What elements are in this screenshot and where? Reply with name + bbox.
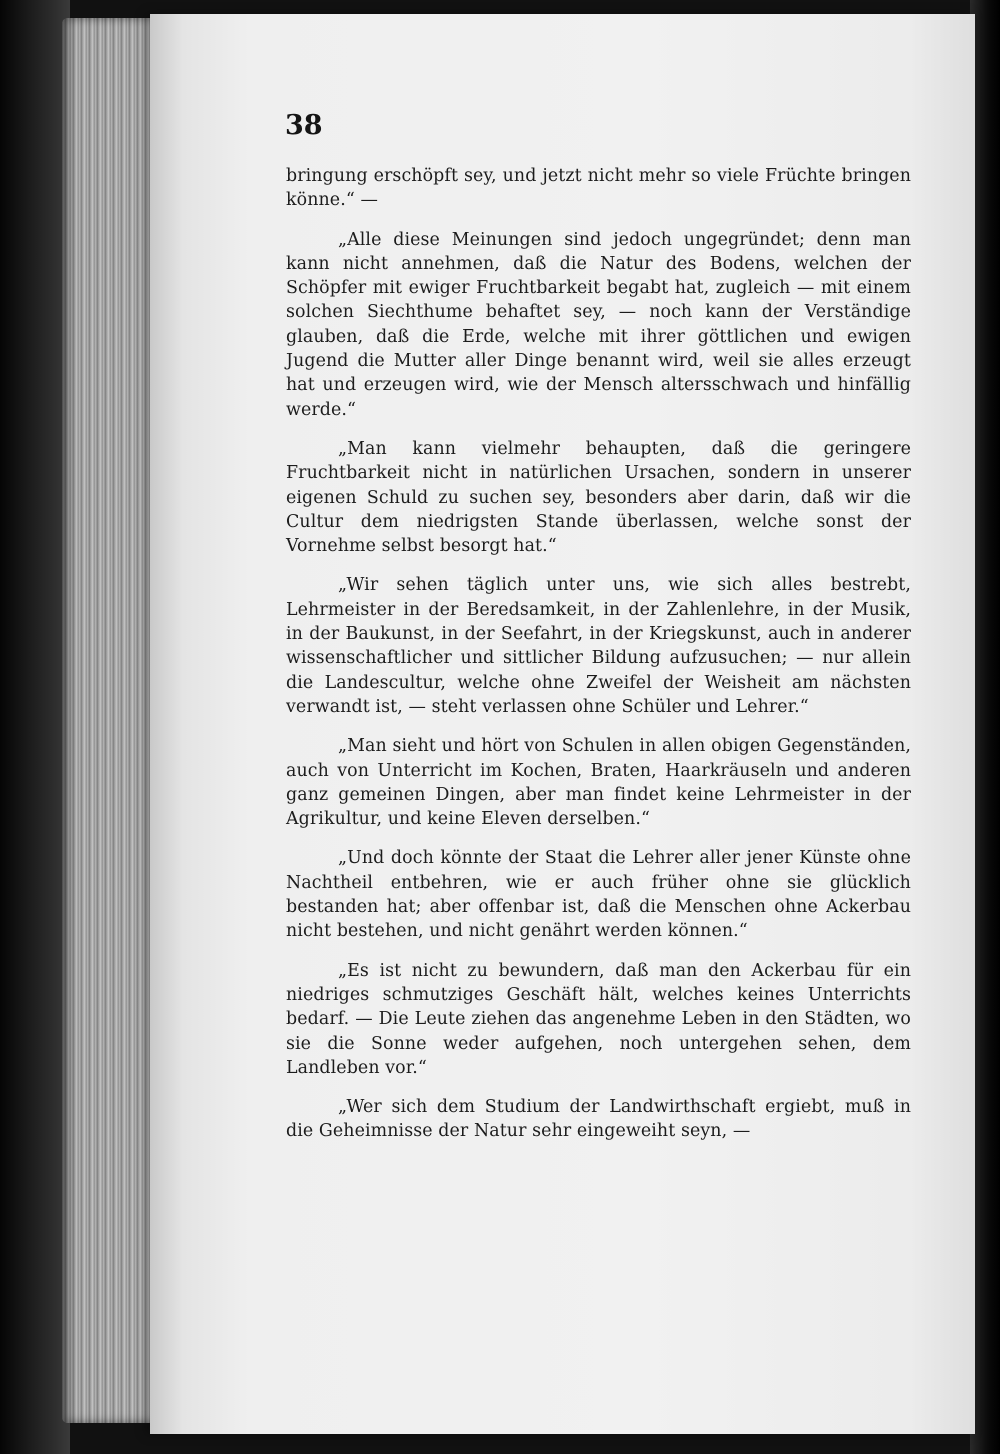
page-number: 38 xyxy=(285,110,323,141)
paragraph: „Man sieht und hört von Schulen in allen obigen Gegenständen, auch von Unterricht im Kochen, Braten, Haarkräuseln und anderen ganz gemeinen Dingen, aber man findet keine Lehrmeister in der Agrikultur, und keine Eleven derselben.“ xyxy=(286,736,911,830)
paragraph: „Es ist nicht zu bewundern, daß man den Ackerbau für ein niedriges schmutziges Geschäft hält, welches keines Unterrichts bedarf. — Die Leute ziehen das angenehme Leben in den Städten, wo sie die Sonne weder aufgehen, noch untergehen sehen, dem Landleben vor.“ xyxy=(286,960,911,1078)
paragraph: „Und doch könnte der Staat die Lehrer aller jener Künste ohne Nachtheil entbehren, wie er auch früher ohne sie glücklich bestanden hat; aber offenbar ist, daß die Menschen ohne Ackerbau nicht bestehen, und nicht genährt werden können.“ xyxy=(286,848,911,942)
paragraph: „Man kann vielmehr behaupten, daß die geringere Fruchtbarkeit nicht in natürlichen Ursachen, sondern in unserer eigenen Schuld zu suchen sey, besonders aber darin, daß wir die Cultur dem niedrigsten Stande überlassen, welche sonst der Vornehme selbst besorgt hat.“ xyxy=(286,438,911,557)
paragraph: „Wer sich dem Studium der Landwirthschaft ergiebt, muß in die Geheimnisse der Natur sehr eingeweiht seyn, — xyxy=(286,1097,911,1142)
paragraph: bringung erschöpft sey, und jetzt nicht mehr so viele Früchte bringen könne.“ — xyxy=(286,166,911,211)
book-page xyxy=(150,14,975,1434)
body-text xyxy=(286,164,911,1144)
paragraph: „Wir sehen täglich unter uns, wie sich alles bestrebt, Lehrmeister in der Beredsamkeit, in der Zahlenlehre, in der Musik, in der Baukunst, in der Seefahrt, in der Kriegskunst, auch in anderer wissenschaftlicher und sittlicher Bildung aufzusuchen; — nur allein die Landescultur, welche ohne Zweifel der Weisheit am nächsten verwandt ist, — steht verlassen ohne Schüler und Lehrer.“ xyxy=(286,575,911,717)
book-binding xyxy=(0,0,70,1454)
paragraph: „Alle diese Meinungen sind jedoch ungegründet; denn man kann nicht annehmen, daß die Natur des Bodens, welchen der Schöpfer mit ewiger Fruchtbarkeit begabt hat, zugleich — mit einem solchen Siechthume behaftet sey, — noch kann der Verständige glauben, daß die Erde, welche mit ihrer göttlichen und ewigen Jugend die Mutter aller Dinge benannt wird, weil sie alles erzeugt hat und erzeugen wird, wie der Mensch altersschwach und hinfällig werde.“ xyxy=(286,229,911,420)
